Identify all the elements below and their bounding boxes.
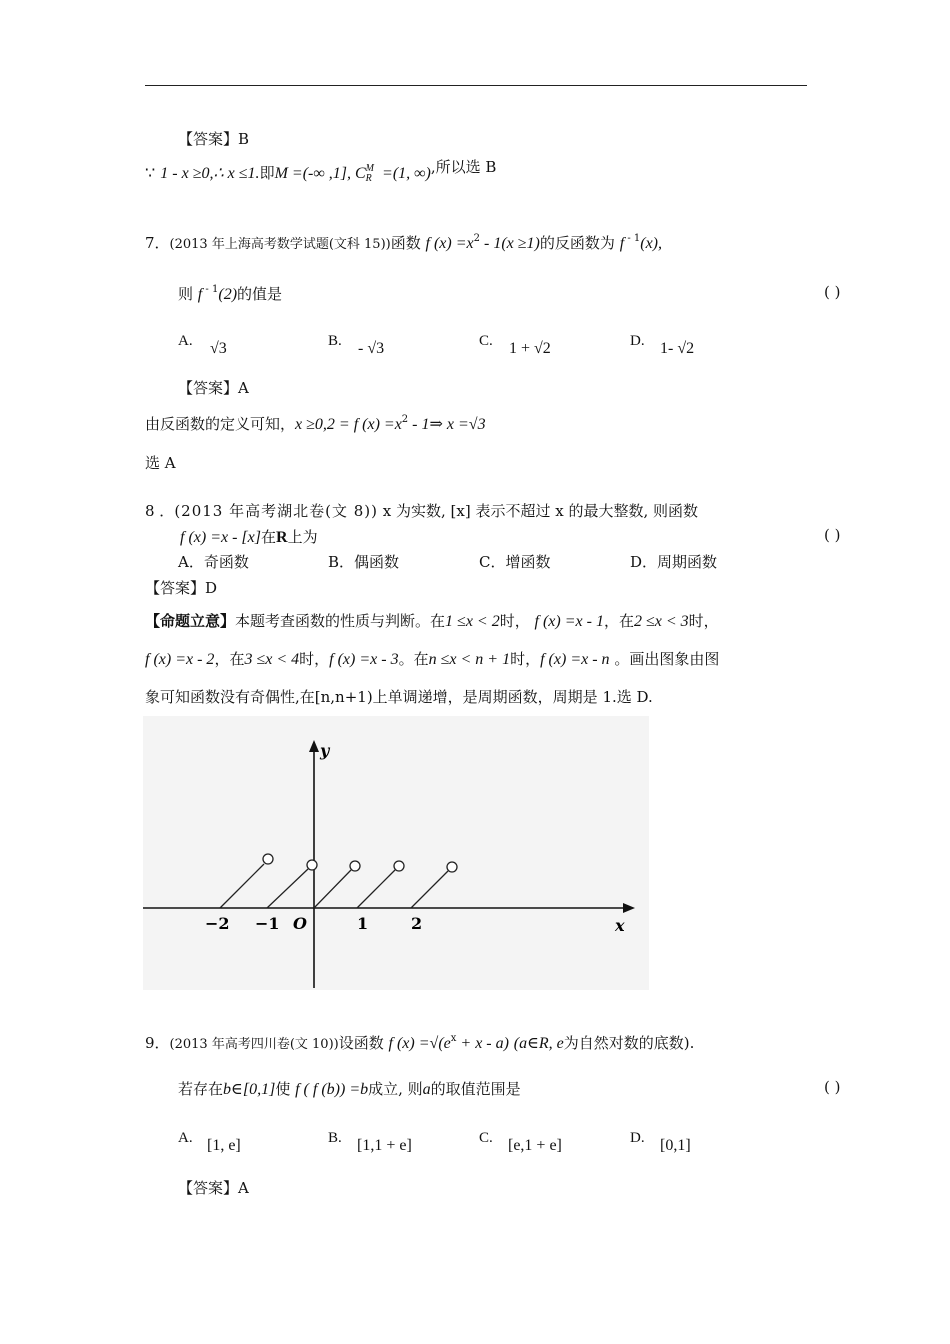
q8-option-c: C．增函数 (479, 553, 551, 571)
origin-label: O (293, 914, 307, 933)
q9-option-c: C. (479, 1130, 493, 1146)
q7-option-c-value: 1 + √2 (509, 340, 551, 357)
open-point-1 (350, 861, 360, 871)
graph-background (143, 716, 649, 990)
tick-label-1: 1 (357, 914, 369, 933)
x-axis-label: x (615, 916, 625, 935)
q7-choose: 选 A (145, 454, 176, 472)
q7-option-a-value: √3 (210, 340, 227, 357)
q9-option-b-value: [1,1 + e] (357, 1137, 412, 1154)
q9-option-d: D. (630, 1130, 645, 1146)
q6-derivation: ∵ 1 - x ≥0,∴ x ≤1.即M =(-∞ ,1], C M R =(1, ∞),所以选 B (145, 158, 497, 184)
q9-stem-line2: 若存在b∈[0,1]使 f ( f (b)) =b成立, 则a的取值范围是 (178, 1080, 521, 1098)
floor-function-graph (143, 716, 649, 990)
open-point-neg1 (263, 854, 273, 864)
q7-option-b-value: - √3 (358, 340, 385, 357)
q7-option-a: A. (178, 333, 193, 349)
q7-explanation: 由反函数的定义可知，x ≥0,2 = f $(x) =x^2$ - 1⇒ x =√3 (145, 414, 486, 433)
q7-answer: 【答案】A (178, 379, 249, 397)
q8-option-a: A．奇函数 (178, 553, 249, 571)
q8-answer-paren: ( ) (824, 526, 841, 544)
q9-answer-paren: ( ) (824, 1078, 841, 1096)
q8-intent-line2: f (x) =x - 2，在3 ≤x < 4时，f (x) =x - 3。在n ≤x < n + 1时，f (x) =x - n 。画出图象由图 (145, 650, 720, 668)
q8-intent-line3: 象可知函数没有奇偶性,在[n,n+1)上单调递增，是周期函数，周期是 1.选 D. (145, 688, 653, 706)
q7-stem: 7．(2013 年上海高考数学试题(文科 15))函数 f $(x) =x^2 - 1(x \ge 1)$的反函数为 f $^{- 1}$(x), (145, 233, 663, 252)
open-point-3 (447, 862, 457, 872)
q9-option-c-value: [e,1 + e] (508, 1137, 562, 1154)
q7-option-b: B. (328, 333, 342, 349)
header-rule (145, 85, 807, 86)
q9-stem: 9．(2013 年高考四川卷(文 10))设函数 f $(x) =√(e^x + x - a)$ (a∈R, e为自然对数的底数). (145, 1033, 695, 1052)
y-axis-label: y (320, 741, 330, 760)
tick-label-neg2: −2 (205, 914, 230, 933)
q8-option-b: B．偶函数 (328, 553, 400, 571)
tick-label-2: 2 (411, 914, 423, 933)
q9-option-a: A. (178, 1130, 193, 1146)
q9-option-a-value: [1, e] (207, 1137, 241, 1154)
q7-stem-line2: 则 f $^{- 1}$(2)的值是 (178, 284, 283, 303)
q9-option-d-value: [0,1] (660, 1137, 691, 1154)
q7-answer-paren: ( ) (824, 283, 841, 301)
q9-option-b: B. (328, 1130, 342, 1146)
open-point-2 (394, 861, 404, 871)
q9-answer: 【答案】A (178, 1179, 249, 1197)
q8-stem-line2: f (x) =x - [x]在R上为 (180, 528, 318, 546)
q8-intent-line1: 【命题立意】本题考查函数的性质与判断。在1 ≤x < 2时， f (x) =x - 1，在2 ≤x < 3时， (145, 612, 719, 630)
tick-label-neg1: −1 (255, 914, 280, 933)
answer-label: 【答案】B (178, 130, 250, 148)
q7-option-c: C. (479, 333, 493, 349)
open-point-0 (307, 860, 317, 870)
q7-option-d: D. (630, 333, 645, 349)
q7-option-d-value: 1- √2 (660, 340, 695, 357)
q8-stem: 8 ．(2013 年高考湖北卷(文 8)) x 为实数, [x] 表示不超过 x 的最大整数, 则函数 (145, 502, 698, 520)
q8-answer: 【答案】D (145, 579, 218, 597)
q8-option-d: D．周期函数 (630, 553, 718, 571)
